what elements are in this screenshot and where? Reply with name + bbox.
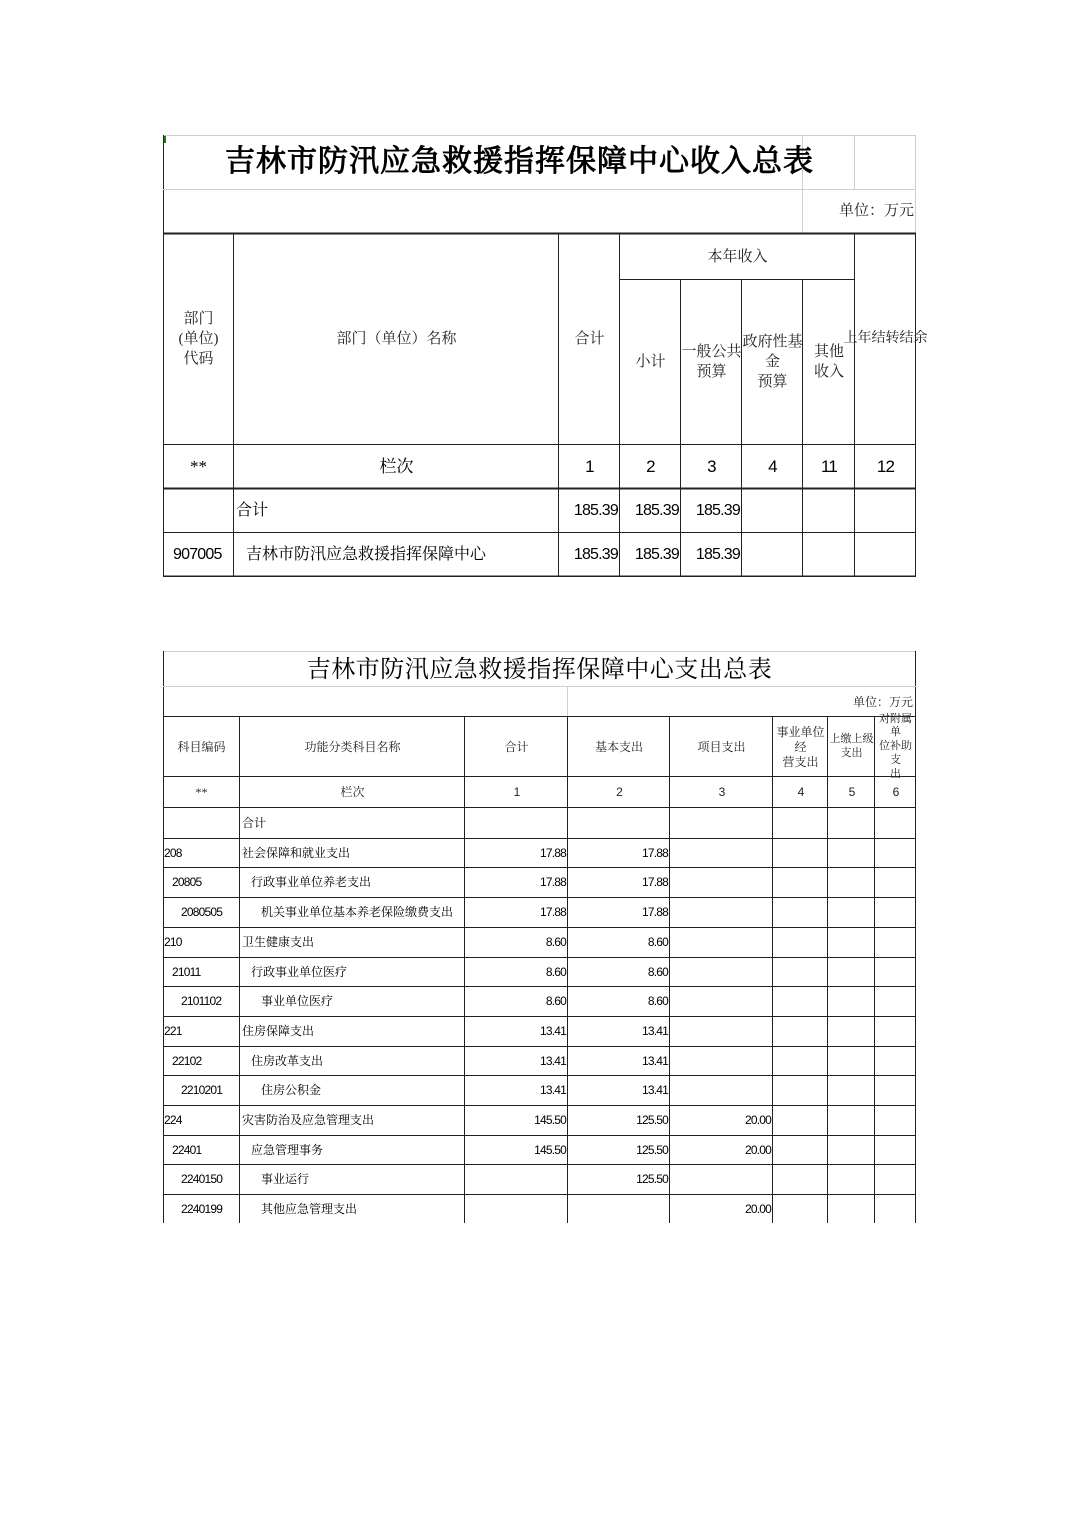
- header-dept-name: 部门（单位）名称: [336, 330, 457, 347]
- header-gov-fund-budget: 政府性基金 预算: [742, 333, 803, 391]
- expense-row-code: 208: [164, 845, 182, 860]
- expense-summary-table: [163, 651, 916, 1223]
- expense-row-code: 2101102: [181, 993, 222, 1008]
- exp-colnum-4: 4: [797, 785, 804, 799]
- expense-row-total: [465, 808, 568, 838]
- expense-row-name: 行政事业单位医疗: [251, 964, 348, 979]
- header-subject-name: 功能分类科目名称: [304, 739, 401, 754]
- header-project-expense: 项目支出: [697, 739, 746, 754]
- income-unit-label: 单位：万元: [838, 203, 914, 220]
- expense-row-project: [670, 867, 773, 897]
- expense-row-basic: 17.88: [641, 904, 668, 919]
- header-subsidy-affiliated: 对附属单 位补助支 出: [879, 712, 912, 780]
- expense-row-basic: 17.88: [641, 845, 668, 860]
- income-row-unit-general: 185.39: [695, 546, 740, 564]
- exp-colnum-code: **: [195, 785, 208, 799]
- expense-row-total: 13.41: [539, 1023, 566, 1038]
- expense-row-basic: 8.60: [647, 993, 668, 1008]
- income-row-unit-code: 907005: [173, 546, 222, 564]
- income-row-total-subtotal: 185.39: [634, 502, 679, 520]
- expense-row-total: 8.60: [545, 993, 566, 1008]
- expense-row-code: 224: [164, 1112, 182, 1127]
- expense-row-name: 其他应急管理支出: [261, 1201, 358, 1216]
- expense-row-project: [670, 1075, 773, 1105]
- exp-colnum-6: 6: [892, 785, 899, 799]
- expense-row-code: [163, 808, 240, 838]
- expense-row-project: [670, 808, 773, 838]
- expense-row-name: 灾害防治及应急管理支出: [242, 1112, 375, 1127]
- income-row-total-general: 185.39: [695, 502, 740, 520]
- colnum-name: 栏次: [379, 456, 414, 476]
- expense-row-basic: 13.41: [641, 1053, 668, 1068]
- expense-row-name: 事业运行: [261, 1171, 310, 1186]
- expense-row-project: 20.00: [744, 1201, 771, 1216]
- expense-row-total: 13.41: [539, 1082, 566, 1097]
- income-summary-table: [163, 135, 928, 577]
- expense-row-name: 合计: [242, 815, 267, 830]
- colnum-4: 4: [768, 456, 777, 476]
- header-dept-code: 部门 (单位) 代码: [178, 310, 219, 368]
- exp-colnum-5: 5: [848, 785, 855, 799]
- expense-row-basic: 8.60: [647, 964, 668, 979]
- expense-row-code: 221: [164, 1023, 182, 1038]
- header-prior-year-carryover: 上年结转结余: [843, 330, 928, 346]
- expense-row-basic: 125.50: [636, 1142, 668, 1157]
- expense-row-name: 卫生健康支出: [242, 934, 315, 949]
- expense-row-project: [670, 897, 773, 927]
- header-basic-expense: 基本支出: [594, 739, 643, 754]
- expense-row-name: 应急管理事务: [251, 1142, 324, 1157]
- income-table-title: 吉林市防汛应急救援指挥保障中心收入总表: [225, 144, 814, 180]
- expense-row-project: [670, 927, 773, 957]
- expense-row-basic: [568, 808, 670, 838]
- income-row-unit-sum: 185.39: [573, 546, 618, 564]
- expense-row-total: 8.60: [545, 964, 566, 979]
- expense-row-project: 20.00: [744, 1112, 771, 1127]
- header-subject-code: 科目编码: [177, 739, 226, 754]
- colnum-1: 1: [585, 456, 594, 476]
- expense-row-basic: 125.50: [636, 1171, 668, 1186]
- colnum-2: 2: [646, 456, 655, 476]
- expense-row-code: 20805: [172, 874, 202, 889]
- expense-row-project: [670, 986, 773, 1016]
- income-row-total-name: 合计: [236, 502, 269, 520]
- expense-row-basic: 125.50: [636, 1112, 668, 1127]
- income-row-total-sum: 185.39: [573, 502, 618, 520]
- header-total: 合计: [574, 330, 605, 347]
- colnum-11: 11: [820, 456, 838, 476]
- expense-row-name: 机关事业单位基本养老保险缴费支出: [261, 904, 454, 919]
- expense-row-code: 2210201: [181, 1082, 223, 1097]
- expense-row-total: 17.88: [539, 845, 566, 860]
- expense-row-basic: 17.88: [641, 874, 668, 889]
- expense-row-code: 2080505: [181, 904, 223, 919]
- expense-row-basic: [568, 1194, 670, 1224]
- expense-table-title: 吉林市防汛应急救援指挥保障中心支出总表: [306, 655, 773, 683]
- header-remit-upper: 上缴上级 支出: [829, 733, 874, 759]
- expense-row-total: 17.88: [539, 874, 566, 889]
- expense-unit-label: 单位：万元: [852, 694, 913, 709]
- exp-colnum-name: 栏次: [340, 785, 365, 799]
- expense-row-total: [465, 1164, 568, 1194]
- expense-row-project: [670, 957, 773, 987]
- expense-row-code: 2240150: [181, 1171, 223, 1186]
- expense-row-name: 事业单位医疗: [261, 993, 334, 1008]
- expense-row-basic: 13.41: [641, 1082, 668, 1097]
- expense-row-project: 20.00: [744, 1142, 771, 1157]
- expense-row-project: [670, 1016, 773, 1046]
- expense-row-code: 22102: [172, 1053, 202, 1068]
- expense-row-name: 住房保障支出: [242, 1023, 315, 1038]
- expense-row-total: 8.60: [545, 934, 566, 949]
- income-row-unit-subtotal: 185.39: [634, 546, 679, 564]
- expense-row-basic: 13.41: [641, 1023, 668, 1038]
- expense-row-name: 社会保障和就业支出: [242, 845, 351, 860]
- income-row-unit-name: 吉林市防汛应急救援指挥保障中心: [246, 546, 487, 564]
- header-subtotal: 小计: [635, 353, 666, 370]
- header-business-operation: 事业单位经 营支出: [776, 724, 825, 769]
- expense-row-basic: 8.60: [647, 934, 668, 949]
- expense-row-name: 住房公积金: [261, 1082, 322, 1097]
- header-current-year-income: 本年收入: [707, 248, 768, 265]
- expense-row-code: 22401: [172, 1142, 202, 1157]
- header-other-income: 其他 收入: [813, 343, 844, 380]
- colnum-code: **: [190, 456, 207, 476]
- expense-row-name: 行政事业单位养老支出: [251, 874, 372, 889]
- expense-row-project: [670, 838, 773, 868]
- header-general-public-budget: 一般公共 预算: [681, 343, 742, 380]
- exp-colnum-3: 3: [718, 785, 725, 799]
- expense-row-total: 145.50: [534, 1142, 566, 1157]
- colnum-3: 3: [707, 456, 716, 476]
- exp-colnum-2: 2: [616, 785, 622, 799]
- expense-row-code: 21011: [172, 964, 201, 979]
- expense-row-name: 住房改革支出: [251, 1053, 324, 1068]
- expense-row-total: 145.50: [534, 1112, 566, 1127]
- expense-row-total: [465, 1194, 568, 1224]
- expense-row-code: 2240199: [181, 1201, 223, 1216]
- colnum-12: 12: [876, 456, 895, 476]
- header-expense-total: 合计: [504, 739, 529, 754]
- expense-row-project: [670, 1046, 773, 1076]
- exp-colnum-1: 1: [513, 785, 520, 799]
- expense-row-code: 210: [164, 934, 182, 949]
- expense-row-project: [670, 1164, 773, 1194]
- expense-row-total: 17.88: [539, 904, 566, 919]
- expense-row-total: 13.41: [539, 1053, 566, 1068]
